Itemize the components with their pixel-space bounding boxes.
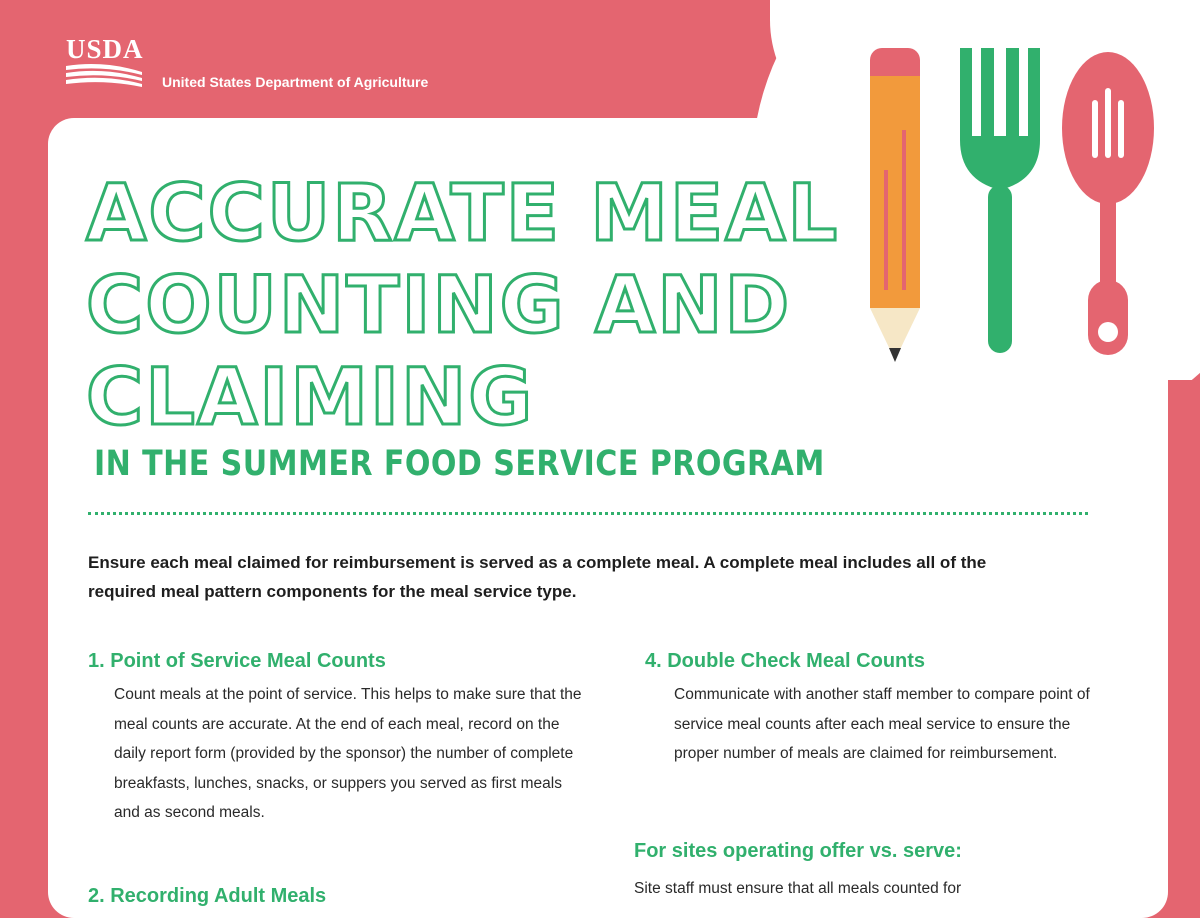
- section-heading: For sites operating offer vs. serve:: [634, 840, 962, 862]
- section-heading: 1. Point of Service Meal Counts: [88, 650, 386, 672]
- pencil-icon: [870, 48, 920, 362]
- title-line-1: ACCURATE MEAL: [86, 169, 840, 259]
- section-body: Count meals at the point of service. This helps to make sure that the meal counts are accurate. At the end of each meal, record on the daily report form (provided by the sponsor) the number of complete breakfasts, lunches, snacks, or suppers you served as first meals and as second meals.: [114, 686, 582, 821]
- page-subtitle: IN THE SUMMER FOOD SERVICE PROGRAM: [94, 444, 825, 484]
- usda-logo-text: USDA: [66, 34, 144, 64]
- usda-logo: [66, 34, 144, 90]
- usda-logo-swoosh-icon: [66, 64, 142, 88]
- section-body: Site staff must ensure that all meals counted for: [634, 880, 962, 897]
- spoon-icon: [1062, 52, 1154, 355]
- page-title: [86, 168, 839, 444]
- utensils-illustration: [860, 40, 1160, 370]
- title-line-2: COUNTING AND: [86, 261, 792, 351]
- title-line-3: CLAIMING: [86, 353, 535, 443]
- dotted-divider: [88, 512, 1088, 515]
- agency-name: United States Department of Agriculture: [162, 74, 429, 90]
- section-body: Communicate with another staff member to compare point of service meal counts after each meal service to ensure the proper number of meals are claimed for reimbursement.: [674, 686, 1090, 762]
- section-heading: 4. Double Check Meal Counts: [645, 650, 926, 672]
- fork-icon: [960, 48, 1040, 353]
- intro-paragraph: Ensure each meal claimed for reimbursement is served as a complete meal. A complete meal includes all of the required meal pattern components for the meal service type.: [88, 553, 987, 601]
- section-heading: 2. Recording Adult Meals: [88, 885, 327, 907]
